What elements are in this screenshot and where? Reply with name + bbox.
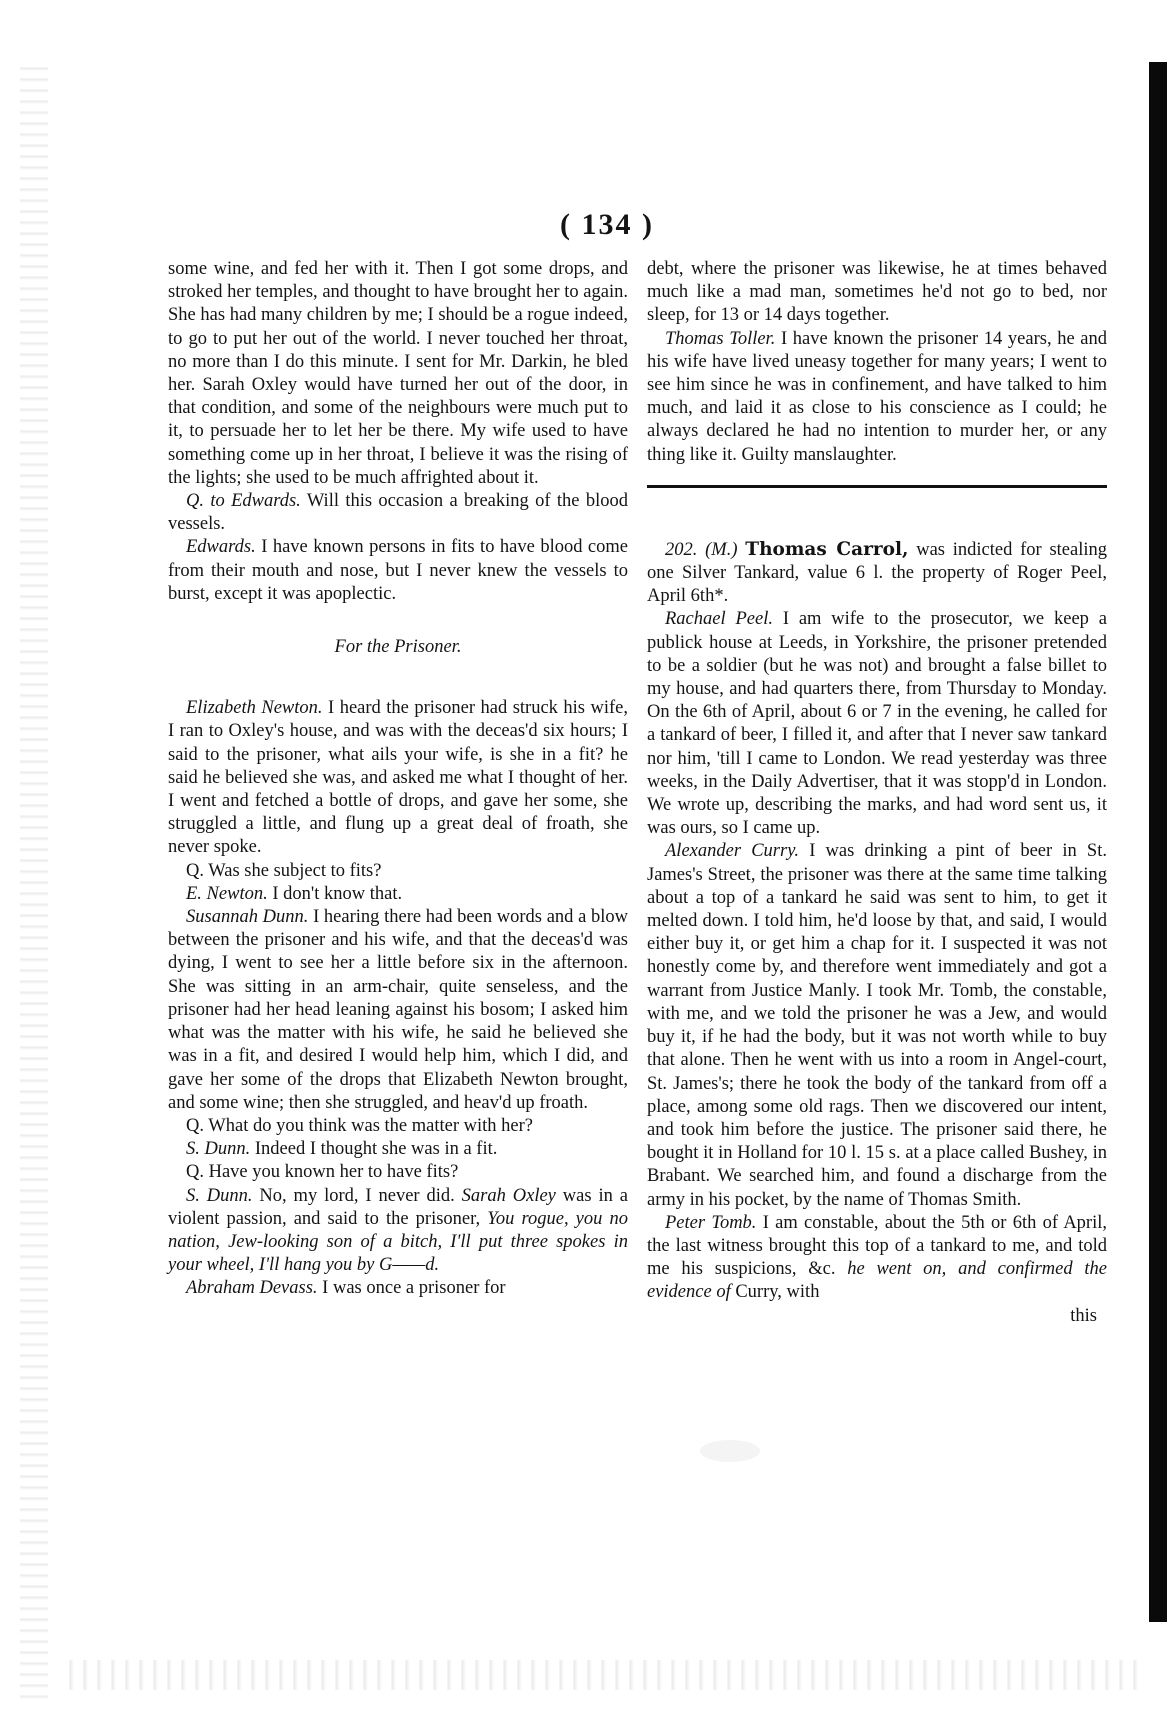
testimony-italic: he went on, and confirmed the evidence of xyxy=(647,1259,1107,1303)
scan-margin-speckle xyxy=(20,60,48,1700)
curry-testimony xyxy=(647,840,1107,1211)
dunn-testimony xyxy=(168,906,628,1115)
page-number: ( 134 ) xyxy=(560,208,654,241)
testimony-text: I heard the prisoner had struck his wife, I ran to Oxley's house, and was with the deceas'd six hours; I said to the prisoner, what ails your wife, is she in a fit? he said he believed she was, and asked me what I thought of her. I went and fetched a bottle of drops, and gave her some, she struggled a little, and flung up a great deal of froath, she never spoke. xyxy=(168,698,628,858)
testimony-text: I have known the prisoner 14 years, he and his wife have lived uneasy together for many years; I went to see him since he was in confinement, and have talked to him much, and laid it as close to his conscience as I could; he always declared he had no intention to murder her, or any thing like it. Guilty manslaughter. xyxy=(647,328,1107,465)
left-column xyxy=(168,258,628,1301)
testimony-text: I was once a prisoner for xyxy=(317,1278,506,1299)
speaker-label: Thomas Toller. xyxy=(665,328,776,349)
testimony-text: I am wife to the prosecutor, we keep a publick house at Leeds, in Yorkshire, the prisoner pretended to be a soldier (but he was not) and brought a false billet to my house, and had quarters there, from Thursday to Monday. On the 6th of April, about 6 or 7 in the evening, he called for a tankard of beer, I filled it, and after that I never saw tankard nor him, 'till I came to London. We read yesterday was three weeks, in the Daily Advertiser, that it was stopp'd in London. We wrote up, describing the marks, and had word sent us, it was ours, so I came up. xyxy=(647,609,1107,839)
speaker-label: Rachael Peel. xyxy=(665,609,773,630)
case-number: 202. (M.) xyxy=(665,539,738,560)
speaker-label: Abraham Devass. xyxy=(186,1278,318,1299)
testimony-paragraph: some wine, and fed her with it. Then I got some drops, and stroked her temples, and thought to have brought her to again. She has had many children by me; I should be a rogue indeed, to go to put her out of the world. I never touched her throat, no more than I do this minute. I sent for Mr. Darkin, he bled her. Sarah Oxley would have turned her out of the door, in that condition, and some of the neighbours were much put to it, to persuade her to let her be there. My wife used to have something come up in her throat, I believe it was the rising of the lights; she used to be much affrighted about it. xyxy=(168,259,628,488)
toller-testimony xyxy=(647,328,1107,467)
testimony-text: Curry, with xyxy=(730,1282,820,1303)
newton-testimony xyxy=(168,697,628,859)
speaker-label: Q. to Edwards. xyxy=(186,491,301,512)
defendant-name: Thomas Carrol, xyxy=(745,538,909,560)
answer-text: Indeed I thought she was in a fit. xyxy=(250,1139,498,1160)
scan-edge-bar xyxy=(1149,62,1167,1622)
speaker-label: E. Newton. xyxy=(186,883,268,904)
question: Q. Have you known her to have fits? xyxy=(186,1162,459,1183)
question: Q. What do you think was the matter with her? xyxy=(186,1115,533,1136)
quoted-speech: You rogue, you no nation, Jew-looking son of a bitch, I'll put three spokes in your wheel, I'll hang you by G——d. xyxy=(168,1208,629,1276)
speaker-label: S. Dunn. xyxy=(186,1185,253,1206)
answer-text: I have known persons in fits to have blood come from their mouth and nose, but I never knew the vessels to burst, except it was apoplectic. xyxy=(168,537,628,604)
answer-text: was in a violent passion, and said to the prisoner, xyxy=(168,1185,628,1229)
dunn-answer xyxy=(168,1185,628,1278)
speaker-label: S. Dunn. xyxy=(186,1139,251,1160)
speaker-label: Elizabeth Newton. xyxy=(186,698,323,719)
testimony-text: I am constable, about the 5th or 6th of April, the last witness brought this top of a tankard to me, and told me his suspicions, &c. xyxy=(647,1212,1108,1280)
testimony-paragraph: debt, where the prisoner was likewise, he at times behaved much like a mad man, sometimes he'd not go to bed, nor sleep, for 13 or 14 days together. xyxy=(647,259,1107,326)
speaker-label: Peter Tomb. xyxy=(665,1212,757,1233)
answer-text: I don't know that. xyxy=(267,883,403,904)
peel-testimony xyxy=(647,608,1107,840)
catchword: this xyxy=(1070,1305,1097,1326)
dunn-answer xyxy=(168,1138,628,1161)
speaker-label: Edwards. xyxy=(186,537,256,558)
devass-testimony xyxy=(168,1277,628,1300)
scan-bottom-noise xyxy=(60,1660,1140,1690)
indictment-text: was indicted for stealing one Silver Tankard, value 6 l. the property of Roger Peel, April 6th*. xyxy=(647,539,1108,607)
newton-answer xyxy=(168,883,628,906)
person-name: Sarah Oxley xyxy=(454,1185,556,1206)
testimony-text: I was drinking a pint of beer in St. James's Street, the prisoner was there at the same time talking about a top of a tankard he said was sent to him, to get it melted down. I told him, he'd loose by that, and said, I would either buy it, or get him a chap for it. I suspected it was not honestly come by, and therefore went immediately and got a warrant from Justice Manly. I took Mr. Tomb, the constable, with me, and we told the prisoner he was a Jew, and would buy it, if he had the body, but it was not worth while to buy that alone. Then he went with us into a room in Angel-court, St. James's; there he took the body of the tankard from off a place, among some old rags. Then we discovered our intent, and took him before the justice. The prisoner said there, he bought it in Holland for 10 l. 15 s. at a place called Bushey, in Brabant. We searched him, and found a discharge from the army in his pocket, by the name of Thomas Smith. xyxy=(647,841,1107,1210)
case-indictment xyxy=(647,538,1107,609)
speaker-label: Alexander Curry. xyxy=(665,841,800,862)
testimony-text: I hearing there had been words and a blow between the prisoner and his wife, and that the deceas'd was dying, I went to see her a little before six in the afternoon. She was sitting in an arm-chair, quite senseless, and the prisoner had her head leaning against his bosom; I asked him what was the matter with his wife, he said he believed she was in a fit, and desired I would help him, which I did, and gave her some of the drops that Elizabeth Newton brought, and some wine; then she struggled, and heav'd up froath. xyxy=(168,907,629,1113)
question-text: Will this occasion a breaking of the blood vessels. xyxy=(168,491,628,535)
case-divider xyxy=(647,485,1107,488)
speaker-label: Susannah Dunn. xyxy=(186,907,309,928)
question: Q. Was she subject to fits? xyxy=(186,860,382,881)
answer-text: No, my lord, I never did. xyxy=(252,1185,455,1206)
question-to-edwards xyxy=(168,490,628,536)
paper-stain xyxy=(700,1440,760,1462)
tomb-testimony xyxy=(647,1212,1107,1305)
edwards-answer xyxy=(168,536,628,606)
right-column xyxy=(647,258,1107,1328)
section-heading: For the Prisoner. xyxy=(334,637,462,658)
